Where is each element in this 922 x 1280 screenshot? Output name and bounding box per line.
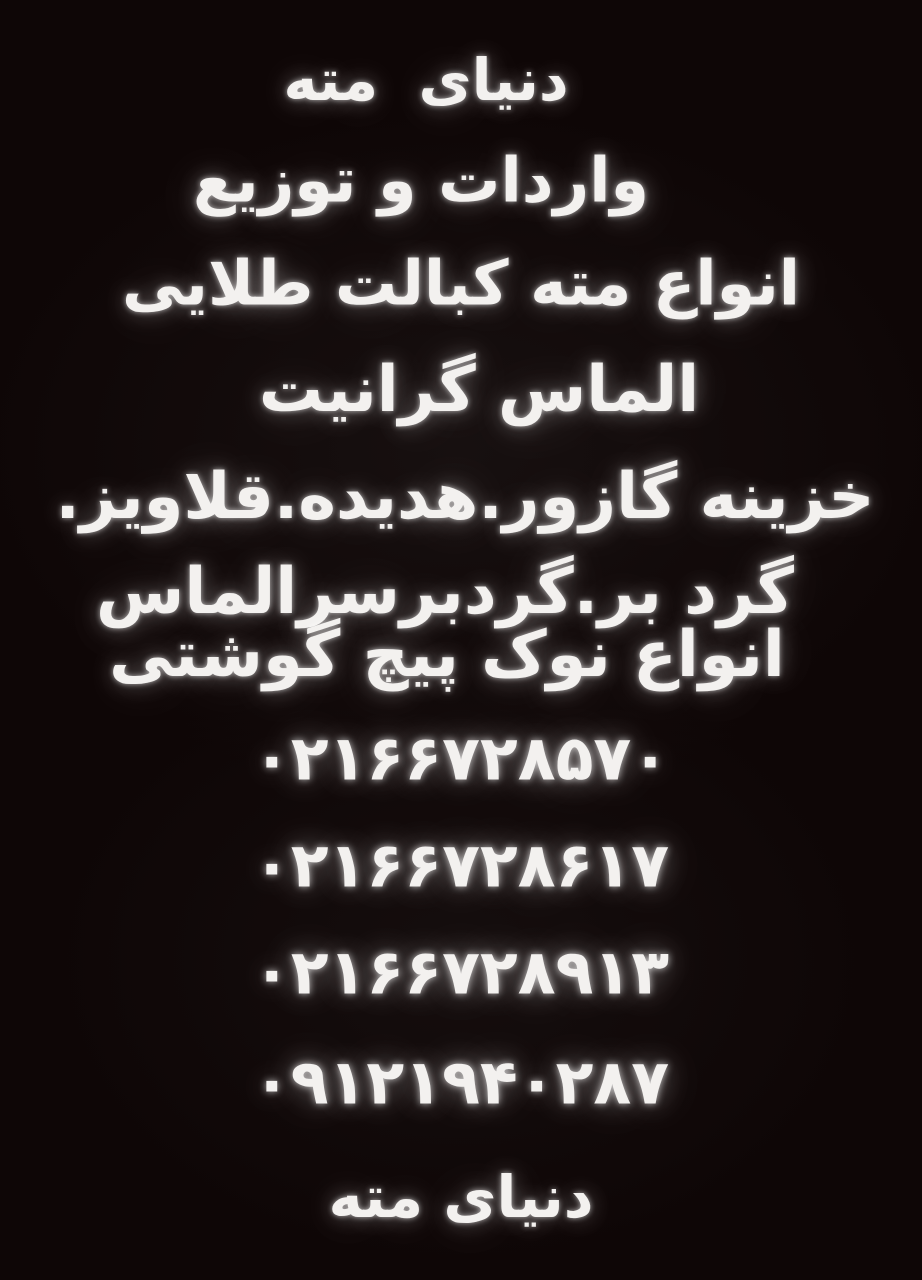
- footer-brand: دنیای مته: [328, 1163, 594, 1231]
- product-line-diamond-granite: الماس گرانیت: [258, 353, 700, 427]
- product-line-cobalt-gold-bits: انواع مته کبالت طلایی: [121, 246, 801, 320]
- brand-title: دنیای مته: [283, 46, 569, 114]
- phone-number: ۰۲۱۶۶۷۲۸۹۱۳: [252, 935, 670, 1009]
- product-line-countersink-tap: خزینه گازور.هدیده.قلاویز.: [55, 460, 875, 534]
- product-line-holesaw-diamond: گرد بر.گردبرسرالماس: [96, 555, 794, 629]
- phone-number: ۰۲۱۶۶۷۲۸۵۷۰: [252, 721, 670, 795]
- product-line-screwdriver-tips: انواع نوک پیچ گوشتی: [109, 618, 785, 692]
- phone-number: ۰۲۱۶۶۷۲۸۶۱۷: [252, 828, 670, 902]
- phone-number: ۰۹۱۲۱۹۴۰۲۸۷: [252, 1045, 670, 1119]
- imports-distribution-subtitle: واردات و توزیع: [192, 143, 650, 217]
